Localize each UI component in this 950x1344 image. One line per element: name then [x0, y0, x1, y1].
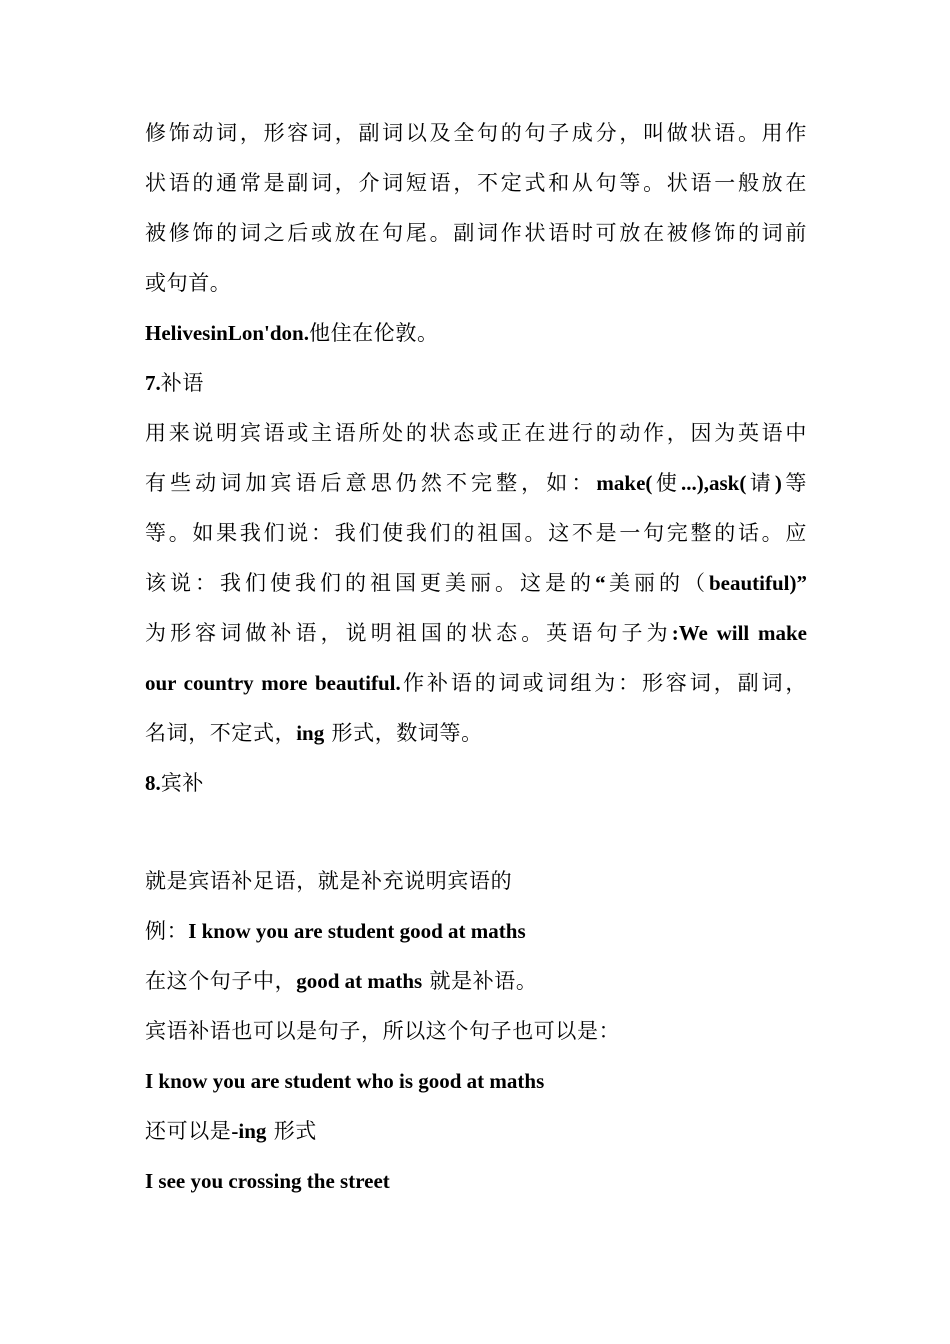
text-run: 修饰动词，形容词，副词以及全句的句子成分，叫做状语。用作: [145, 121, 807, 145]
text-run: 该说：我们使我们的祖国更美丽。这是的: [145, 571, 596, 595]
bold-text-run: HelivesinLon'don.: [145, 321, 309, 345]
bold-text-run: :We will make: [671, 621, 807, 645]
bold-text-run: our country more beautiful.: [145, 671, 401, 695]
bold-text-run: good at maths: [296, 969, 423, 993]
line-21: [145, 1164, 807, 1198]
text-run: 形式，数词等。: [324, 721, 483, 745]
text-run: 或句首。: [145, 271, 232, 295]
line-18: [145, 1014, 807, 1048]
heading-8-object-complement: [145, 766, 807, 800]
line-11: [145, 616, 807, 650]
text-run: 有些动词加宾语后意思仍然不完整，如：: [145, 471, 597, 495]
text-run: 宾语补语也可以是句子，所以这个句子也可以是：: [145, 1019, 621, 1043]
line-1: [145, 116, 807, 150]
bold-text-run: 8.: [145, 771, 161, 795]
bold-text-run: ): [774, 471, 782, 495]
line-15: [145, 864, 807, 898]
text-run: 名词，不定式，: [145, 721, 297, 745]
bold-text-run: -ing: [231, 1119, 267, 1143]
text-run: 使: [652, 471, 681, 495]
text-run: 被修饰的词之后或放在句尾。副词作状语时可放在被修饰的词前: [145, 221, 807, 245]
text-run: 补语: [160, 371, 204, 395]
heading-7-complement: [145, 366, 807, 400]
line-9: [145, 516, 807, 550]
text-run: 等: [781, 471, 807, 495]
bold-text-run: ...),ask(: [680, 471, 747, 495]
line-20: [145, 1114, 807, 1148]
bold-text-run: I see you crossing the street: [145, 1169, 390, 1193]
text-run: 例：: [145, 919, 189, 943]
line-2: [145, 166, 807, 200]
text-run: 就是补语。: [422, 969, 538, 993]
bold-text-run: “: [595, 571, 606, 595]
text-run: 为形容词做补语，说明祖国的状态。英语句子为: [145, 621, 672, 645]
line-10: [145, 566, 807, 600]
bold-text-run: I know you are student good at maths: [188, 919, 526, 943]
line-16: [145, 914, 807, 948]
text-run: 形式: [266, 1119, 317, 1143]
bold-text-run: make(: [596, 471, 653, 495]
bold-text-run: 7.: [145, 371, 161, 395]
bold-text-run: beautiful)”: [708, 571, 807, 595]
text-run: 用来说明宾语或主语所处的状态或正在进行的动作，因为英语中: [145, 421, 807, 445]
line-7: [145, 416, 807, 450]
bold-text-run: I know you are student who is good at maths: [145, 1069, 545, 1093]
text-run: 请: [746, 471, 775, 495]
line-4: [145, 266, 807, 300]
line-17: [145, 964, 807, 998]
text-run: 作补语的词或词组为：形容词，副词，: [400, 671, 807, 695]
bold-text-run: ing: [296, 721, 325, 745]
text-run: 美丽的（: [605, 571, 709, 595]
text-run: 状语的通常是副词，介词短语，不定式和从句等。状语一般放在: [145, 171, 807, 195]
text-run: 还可以是: [145, 1119, 232, 1143]
line-13: [145, 716, 807, 750]
text-run: 他住在伦敦。: [308, 321, 439, 345]
line-5: [145, 316, 807, 350]
text-run: 在这个句子中，: [145, 969, 297, 993]
text-run: 宾补: [160, 771, 204, 795]
line-8: [145, 466, 807, 500]
line-19: [145, 1064, 807, 1098]
text-run: 等。如果我们说：我们使我们的祖国。这不是一句完整的话。应: [145, 521, 807, 545]
line-12: [145, 666, 807, 700]
line-3: [145, 216, 807, 250]
text-run: 就是宾语补足语，就是补充说明宾语的: [145, 869, 513, 893]
